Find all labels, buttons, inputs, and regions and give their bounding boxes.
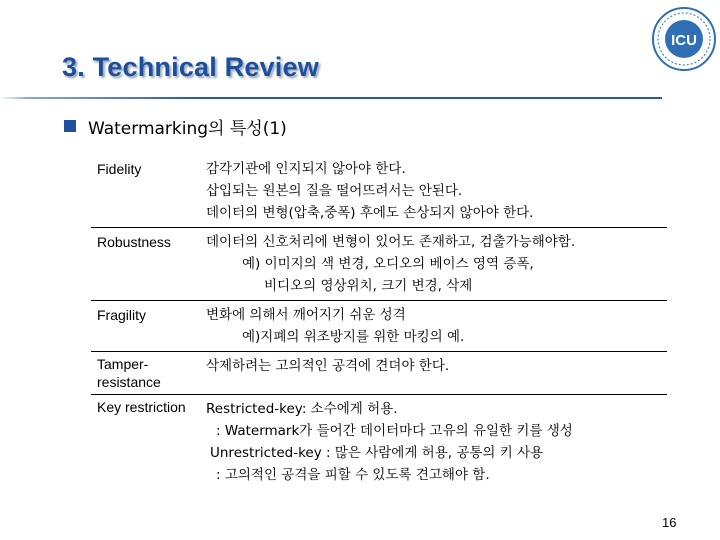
property-term: Fragility — [97, 307, 147, 323]
title-underline — [0, 97, 662, 99]
description-line: 비디오의 영상위치, 크기 변경, 삭제 — [264, 278, 473, 294]
description-line: 예) 이미지의 색 변경, 오디오의 베이스 영역 증폭, — [242, 256, 534, 272]
property-term: Tamper-resistance — [97, 356, 161, 390]
property-description — [200, 301, 667, 352]
description-line: Unrestricted-key : 많은 사람에게 허용, 공통의 키 사용 — [210, 445, 544, 461]
description-line: : 고의적인 공격을 피할 수 있도록 견고해야 함. — [216, 467, 490, 483]
table-row — [91, 352, 667, 395]
property-term: Key restriction — [97, 399, 186, 415]
slide-title: 3. Technical Review — [62, 52, 319, 82]
description-line: 삭제하려는 고의적인 공격에 견뎌야 한다. — [206, 358, 450, 374]
table-row — [91, 228, 667, 301]
description-line: 예)지폐의 위조방지를 위한 마킹의 예. — [242, 329, 465, 345]
table-row — [91, 301, 667, 352]
section-heading: Watermarking의 특성(1) — [88, 119, 287, 139]
property-description — [200, 228, 667, 301]
table-row — [91, 155, 667, 228]
university-logo-icon — [651, 6, 717, 72]
page-number: 16 — [662, 515, 677, 530]
property-term: Robustness — [97, 234, 171, 250]
description-line: : Watermark가 들어간 데이터마다 고유의 유일한 키를 생성 — [216, 423, 573, 439]
description-line: 데이터의 변형(압축,중폭) 후에도 손상되지 않아야 한다. — [206, 205, 534, 221]
description-line: 삽입되는 원본의 질을 떨어뜨려서는 안된다. — [206, 183, 463, 199]
table-row — [91, 395, 667, 490]
logo-text: ICU — [671, 32, 697, 49]
description-line: 변화에 의해서 깨어지기 쉬운 성격 — [206, 307, 406, 323]
description-line: Restricted-key: 소수에게 허용. — [206, 401, 398, 417]
description-line: 데이터의 신호처리에 변형이 있어도 존재하고, 검출가능해야함. — [206, 234, 576, 250]
properties-table — [91, 155, 667, 489]
description-line: 감각기관에 인지되지 않아야 한다. — [206, 161, 406, 177]
bullet-square-icon — [64, 120, 76, 132]
property-description — [200, 352, 667, 395]
property-description — [200, 395, 667, 490]
property-term: Fidelity — [97, 161, 142, 177]
property-description — [200, 155, 667, 228]
